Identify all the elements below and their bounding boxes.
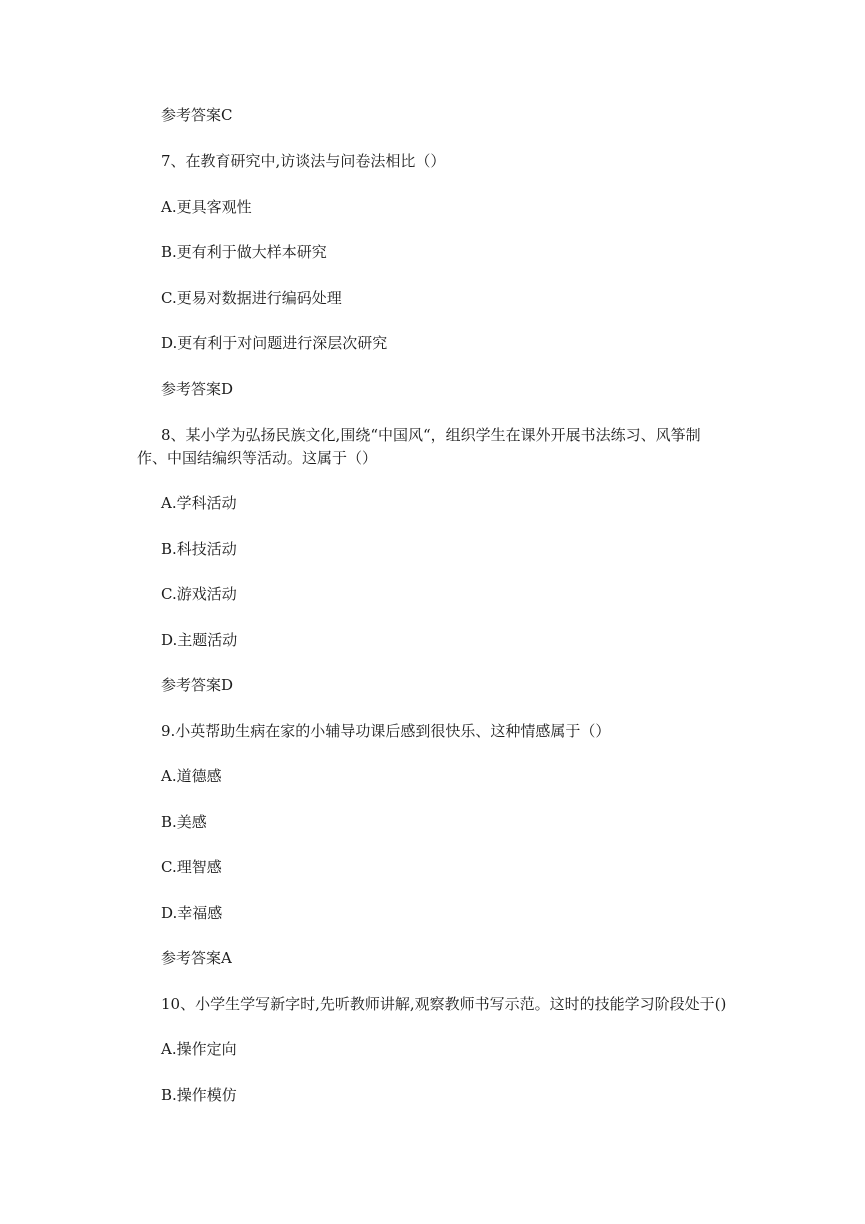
answer-9: 参考答案A	[161, 949, 232, 967]
answer-6: 参考答案C	[161, 106, 233, 124]
question-8-option-a: A.学科活动	[161, 494, 237, 512]
question-9-option-c: C.理智感	[161, 858, 222, 876]
question-8-line-2: 作、中国结编织等活动。这属于（）	[137, 449, 378, 467]
question-9-option-d: D.幸福感	[161, 904, 223, 922]
question-10: 10、小学生学写新字时,先听教师讲解,观察教师书写示范。这时的技能学习阶段处于()	[161, 995, 727, 1013]
question-8-option-d: D.主题活动	[161, 631, 238, 649]
question-7-option-b: B.更有利于做大样本研究	[161, 243, 327, 261]
answer-7: 参考答案D	[161, 380, 234, 398]
question-7: 7、在教育研究中,访谈法与问卷法相比（）	[161, 152, 446, 170]
question-8-option-c: C.游戏活动	[161, 585, 237, 603]
question-9-option-a: A.道德感	[161, 767, 222, 785]
question-10-option-a: A.操作定向	[161, 1040, 237, 1058]
question-8-option-b: B.科技活动	[161, 540, 237, 558]
question-8-line-1: 8、某小学为弘扬民族文化,围绕“中国风“，组织学生在课外开展书法练习、风筝制	[161, 426, 701, 444]
answer-8: 参考答案D	[161, 676, 234, 694]
question-10-option-b: B.操作模仿	[161, 1086, 237, 1104]
question-9-option-b: B.美感	[161, 813, 207, 831]
question-7-option-a: A.更具客观性	[161, 198, 252, 216]
question-7-option-c: C.更易对数据进行编码处理	[161, 289, 342, 307]
question-9: 9.小英帮助生病在家的小辅导功课后感到很快乐、这种情感属于（）	[161, 722, 611, 740]
question-7-option-d: D.更有利于对问题进行深层次研究	[161, 334, 388, 352]
